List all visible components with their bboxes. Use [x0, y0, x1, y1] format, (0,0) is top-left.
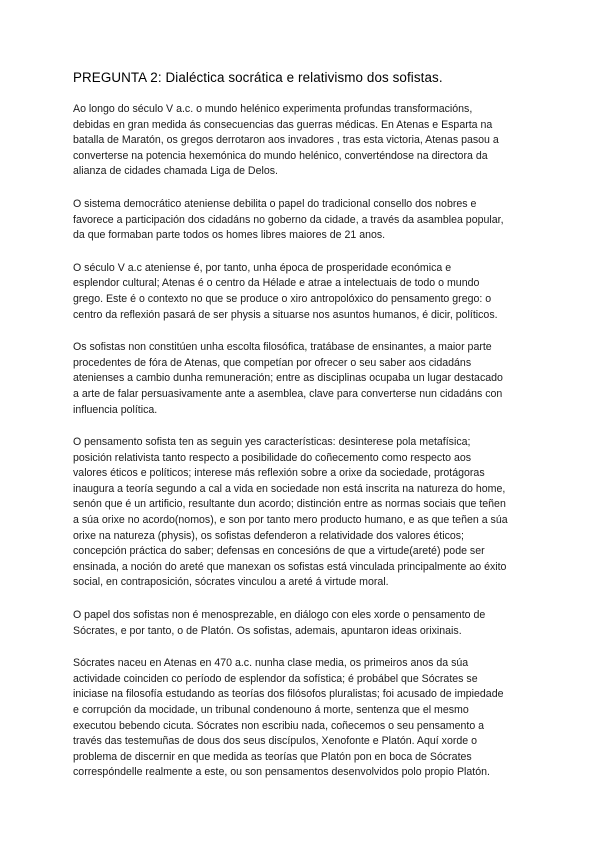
paragraph-line: Os sofistas non constitúen unha escolta filosófica, tratábase de ensinantes, a maior parte [73, 341, 492, 354]
paragraph [73, 608, 523, 639]
paragraph-line: valores éticos e políticos; interese más reflexión sobre a orixe da sociedade, protágoras [73, 467, 485, 480]
paragraph-line: ensinada, a noción do areté que manexan os sofistas está vinculada principalmente ao éxito [73, 560, 507, 573]
document-body [73, 102, 523, 781]
paragraph-line: a arte de falar persuasivamente ante a asemblea, clave para converterse nun cidadáns con [73, 387, 503, 400]
paragraph-line: actividade coinciden co período de esplendor da sofística; é probábel que Sócrates se [73, 672, 478, 685]
paragraph-line: Ao longo do século V a.c. o mundo helénico experimenta profundas transformacións, [73, 103, 473, 115]
paragraph-line: e corrupción da mocidade, un tribunal condenouno á morte, sentenza que el mesmo [73, 704, 469, 716]
paragraph-line: centro da reflexión pasará de ser physis a situarse nos asuntos humanos, é dicir, políticos. [73, 308, 498, 321]
paragraph [73, 656, 523, 781]
paragraph-line: a súa orixe no acordo(nomos), e son por tanto mero producto humano, e as que teñen a súa [73, 514, 508, 527]
paragraph-line: orixe na natureza (physis), os sofistas defenderon a relatividade dos valores éticos; [73, 529, 465, 542]
paragraph-line: senón que é un artificio, resultante dun acordo; distinción entre as normas sociais que teñen [73, 498, 506, 511]
paragraph-line: O papel dos sofistas non é menosprezable, en diálogo con eles xorde o pensamento de [73, 609, 486, 622]
paragraph-line: concepción práctica do saber; defensas en concesións de que a virtude(areté) pode ser [73, 545, 485, 558]
paragraph-line: O pensamento sofista ten as seguin yes características: desinterese pola metafísica; [73, 436, 471, 449]
paragraph-line: Sócrates, e por tanto, o de Platón. Os sofistas, ademais, apuntaron ideas orixinais. [73, 624, 462, 637]
paragraph-line: iniciase na filosofía estudando as teorías dos filósofos pluralistas; foi acusado de impiedade [73, 688, 504, 701]
paragraph [73, 261, 523, 323]
paragraph-line: problema de discernir en que medida as teorías que Platón pon en boca de Sócrates [73, 750, 472, 763]
document-page [73, 70, 523, 798]
document-title: PREGUNTA 2: Dialéctica socrática e relativismo dos sofistas. [73, 70, 443, 85]
paragraph-line: inaugura a teoría segundo a cal a vida en sociedade non está inscrita na natureza do home, [73, 482, 506, 495]
paragraph [73, 102, 523, 180]
paragraph-line: atenienses a cambio dunha remuneración; entre as disciplinas ocupaba un lugar destacado [73, 372, 503, 385]
paragraph-line: converterse na potencia hexemónica do mundo helénico, converténdose na directora da [73, 149, 488, 162]
paragraph-line: favorece a participación dos cidadáns no goberno da cidade, a través da asamblea popular, [73, 213, 504, 226]
paragraph-line: O século V a.c ateniense é, por tanto, unha época de prosperidade económica e [73, 261, 452, 274]
paragraph-line: executou bebendo cicuta. Sócrates non escribiu nada, coñecemos o seu pensamento a [73, 719, 485, 732]
paragraph-line: Sócrates naceu en Atenas en 470 a.c. nunha clase media, os primeiros anos da súa [73, 657, 469, 670]
paragraph-line: social, en contraposición, sócrates vinculou a areté á virtude moral. [73, 576, 389, 589]
paragraph [73, 435, 523, 591]
paragraph-line: través das testemuñas de dous dos seus discípulos, Xenofonte e Platón. Aquí xorde o [73, 735, 477, 748]
paragraph-line: procedentes de fóra de Atenas, que competían por ofrecer o seu saber aos cidadáns [73, 356, 472, 369]
paragraph-line: debidas en gran medida ás consecuencias das guerras médicas. En Atenas e Esparta na [73, 118, 493, 131]
paragraph-line: esplendor cultural; Atenas é o centro da Hélade e atrae a intelectuais de todo o mundo [73, 277, 480, 290]
paragraph [73, 340, 523, 418]
paragraph-line: alianza de cidades chamada Liga de Delos. [73, 165, 278, 178]
paragraph [73, 197, 523, 244]
paragraph-line: influencia política. [73, 403, 158, 416]
paragraph-line: grego. Este é o contexto no que se produce o xiro antropolóxico do pensamento grego: o [73, 292, 492, 305]
paragraph-line: posición relativista tanto respecto a posibilidade do coñecemento como respecto aos [73, 451, 472, 464]
paragraph-line: O sistema democrático ateniense debilita o papel do tradicional consello dos nobres e [73, 197, 477, 210]
paragraph-line: correspóndelle realmente a este, ou son pensamentos desenvolvidos polo propio Platón. [73, 766, 490, 779]
paragraph-line: da que formaban parte todos os homes libres maiores de 21 anos. [73, 229, 386, 242]
paragraph-line: batalla de Maratón, os gregos derrotaron aos invadores , tras esta victoria, Atenas pasou a [73, 134, 499, 147]
